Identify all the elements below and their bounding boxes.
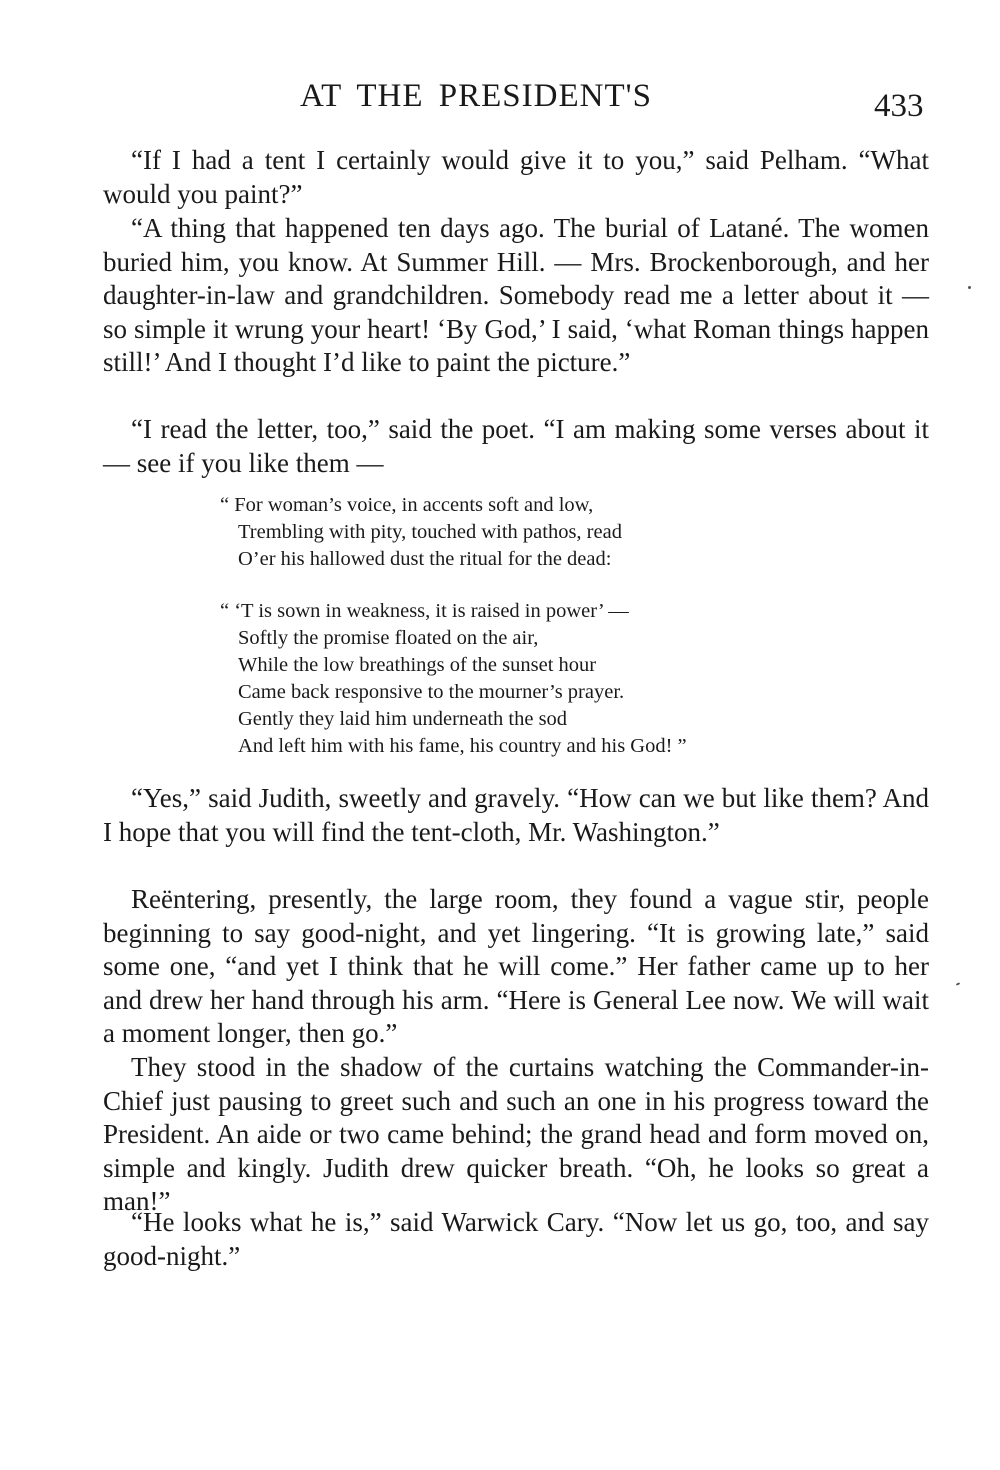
verse-line: And left him with his fame, his country and his God! ” bbox=[238, 735, 687, 757]
paragraph-reentering bbox=[103, 883, 929, 1051]
paragraph-pelham bbox=[103, 144, 929, 211]
paragraph-judith-reply bbox=[103, 782, 929, 849]
paragraph-text: “If I had a tent I certainly would give it to you,” said Pelham. “What would you paint?” bbox=[103, 145, 929, 209]
paragraph-poet bbox=[103, 413, 929, 480]
verse-stanza-2 bbox=[220, 598, 840, 760]
paragraph-text: They stood in the shadow of the curtains watching the Commander-in-Chief just pausing to greet such and such an one in his progress toward the President. An aide or two came behind; the grand head and form moved on, simple and kingly. Judith drew quicker breath. “Oh, he looks so great a man!” bbox=[103, 1052, 929, 1217]
verse-line: “ For woman’s voice, in accents soft and low, bbox=[220, 494, 594, 516]
paragraph-text: “A thing that happened ten days ago. The burial of Latané. The women buried him, you know. At Summer Hill. — Mrs. Brockenborough, and her daughter-in-law and grandchildren. Somebody read me a letter about it — so simple it wrung your heart! ‘By God,’ I said, ‘what Roman things happen still!’ And I thought I’d like to paint the picture.” bbox=[103, 213, 929, 378]
verse-line: While the low breathings of the sunset hour bbox=[238, 654, 597, 676]
paragraph-commander-in-chief bbox=[103, 1051, 929, 1219]
scan-speck bbox=[968, 286, 971, 289]
verse-line: Trembling with pity, touched with pathos, read bbox=[238, 521, 622, 543]
paragraph-text: “Yes,” said Judith, sweetly and gravely. “How can we but like them? And I hope that you will find the tent-cloth, Mr. Washington.” bbox=[103, 783, 929, 847]
verse-stanza-1 bbox=[220, 492, 840, 573]
paragraph-warwick-cary bbox=[103, 1206, 929, 1273]
paragraph-text: Reëntering, presently, the large room, they found a vague stir, people beginning to say good-night, and yet lingering. “It is growing late,” said some one, “and yet I think that he will come.” Her father came up to her and drew her hand through his arm. “Here is General Lee now. We will wait a moment longer, then go.” bbox=[103, 884, 929, 1049]
paragraph-text: “I read the letter, too,” said the poet. “I am making some verses about it — see if you like them — bbox=[103, 414, 929, 478]
verse-line: “ ‘T is sown in weakness, it is raised in power’ — bbox=[220, 600, 629, 622]
verse-line: Came back responsive to the mourner’s prayer. bbox=[238, 681, 625, 703]
paragraph-burial-of-latane bbox=[103, 212, 929, 380]
verse-line: Softly the promise floated on the air, bbox=[238, 627, 539, 649]
verse-line: Gently they laid him underneath the sod bbox=[238, 708, 568, 730]
page-number: 433 bbox=[874, 88, 924, 124]
scan-speck bbox=[956, 982, 960, 986]
running-title: AT THE PRESIDENT'S bbox=[300, 78, 652, 114]
paragraph-text: “He looks what he is,” said Warwick Cary. “Now let us go, too, and say good-night.” bbox=[103, 1207, 929, 1271]
verse-line: O’er his hallowed dust the ritual for the dead: bbox=[238, 548, 612, 570]
